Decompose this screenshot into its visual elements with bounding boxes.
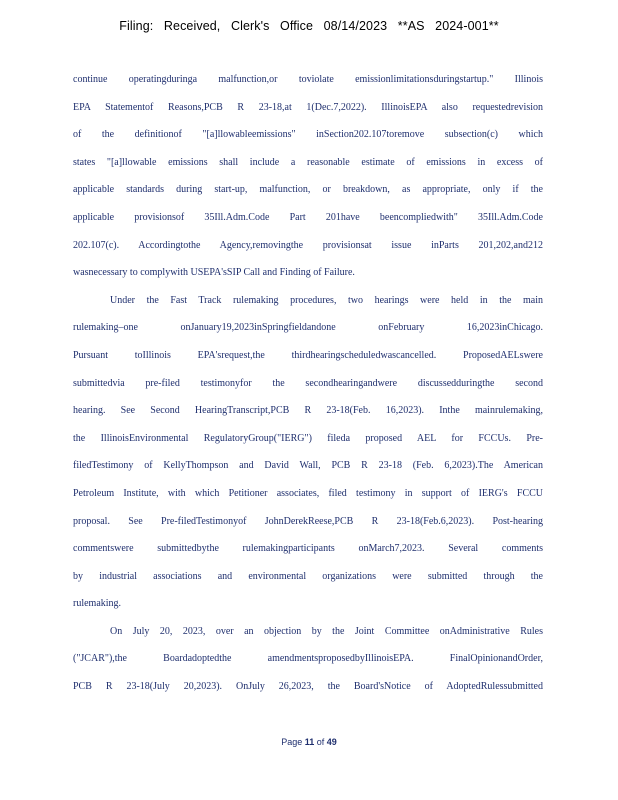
body-line: rulemaking–one onJanuary19,2023inSpringfieldandone onFebruary 16,2023inChicago. <box>73 322 543 334</box>
body-line: Pursuant toIllinois EPA'srequest,the thirdhearingscheduledwascancelled. ProposedAELswere <box>73 349 543 361</box>
body-line: submittedvia pre-filed testimonyfor the secondhearingandwere discussedduringthe second <box>73 377 543 389</box>
filing-header: Filing: Received, Clerk's Office 08/14/2023 **AS 2024-001** <box>119 19 499 33</box>
body-line: On July 20, 2023, over an objection by the Joint Committee onAdministrative Rules <box>110 625 543 637</box>
page-number: 11 <box>304 737 315 747</box>
body-line: applicable standards during start-up, malfunction, or breakdown, as appropriate, only if the <box>73 184 543 196</box>
body-line: rulemaking. <box>73 598 122 610</box>
body-line: by industrial associations and environmental organizations were submitted through the <box>73 570 543 582</box>
body-line: PCB R 23-18(July 20,2023). OnJuly 26,2023, the Board'sNotice of AdoptedRulessubmitted <box>73 681 543 693</box>
body-line: 202.107(c). Accordingtothe Agency,removingthe provisionsat issue inParts 201,202,and212 <box>73 239 543 251</box>
body-line: ("JCAR"),the Boardadoptedthe amendmentsproposedbyIllinoisEPA. FinalOpinionandOrder, <box>73 653 543 665</box>
body-line: of the definitionof "[a]llowableemissions" inSection202.107toremove subsection(c) which <box>73 129 543 141</box>
body-line: filedTestimony of KellyThompson and David Wall, PCB R 23-18 (Feb. 6,2023).The American <box>73 460 543 472</box>
body-line: Petroleum Institute, with which Petitioner associates, filed testimony in support of IERG's FCCU <box>73 487 543 499</box>
body-line: continue operatingduringa malfunction,or toviolate emissionlimitationsduringstartup." Illinois <box>73 74 543 85</box>
body-line: the IllinoisEnvironmental RegulatoryGroup("IERG") fileda proposed AEL for FCCUs. Pre- <box>73 432 543 444</box>
body-line: states "[a]llowable emissions shall include a reasonable estimate of emissions in excess of <box>73 156 543 168</box>
body-line: applicable provisionsof 35Ill.Adm.Code Part 201have beencompliedwith" 35Ill.Adm.Code <box>73 211 543 223</box>
body-line: Under the Fast Track rulemaking procedures, two hearings were held in the main <box>110 294 543 306</box>
body-line: commentswere submittedbythe rulemakingparticipants onMarch7,2023. Several comments <box>73 543 543 555</box>
body-line: wasnecessary to complywith USEPA'sSIP Call and Finding of Failure. <box>73 267 355 279</box>
page-of: of <box>316 737 325 747</box>
page-label: Page <box>281 737 303 747</box>
body-line: hearing. See Second HearingTranscript,PCB R 23-18(Feb. 16,2023). Inthe mainrulemaking, <box>73 405 543 417</box>
page-footer <box>0 737 618 747</box>
body-line: proposal. See Pre-filedTestimonyof JohnDerekReese,PCB R 23-18(Feb.6,2023). Post-hearing <box>73 515 543 527</box>
document-body <box>73 70 543 705</box>
page-total: 49 <box>326 737 337 747</box>
body-line: EPA Statementof Reasons,PCB R 23-18,at 1(Dec.7,2022). IllinoisEPA also requestedrevision <box>73 101 543 113</box>
